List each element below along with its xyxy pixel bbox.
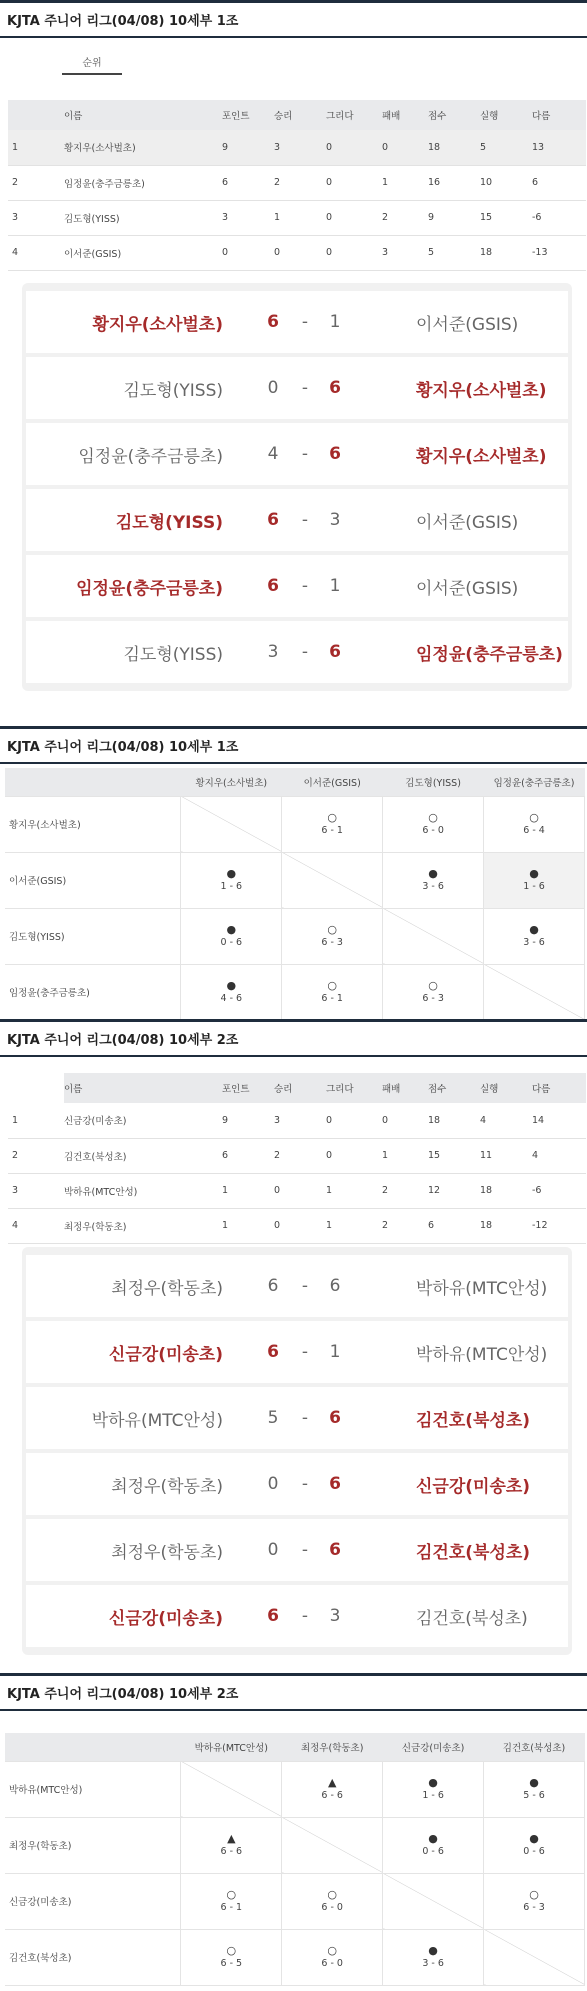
matrix-score: 3 - 6 [422,1957,444,1969]
matrix-row [5,852,585,908]
matrix-row-label: 박하유(MTC안성) [5,1761,181,1817]
matrix-column-header: 황지우(소사벌초) [181,768,282,796]
rank-cell: 1 [8,130,64,165]
column-header: 점수 [428,100,480,130]
table-row [8,235,586,270]
right-player: 박하유(MTC안성) [416,1278,548,1299]
section-title-group2-standings: KJTA 주니어 리그(04/08) 10세부 2조 [0,1019,587,1057]
left-score: 6 [267,1342,279,1362]
matrix-result-cell [383,1929,484,1985]
stat-cell: 4 [532,1138,586,1173]
score-dash: - [301,576,309,596]
matrix-score: 6 - 0 [321,1901,343,1913]
stat-cell: 0 [274,1173,326,1208]
right-player: 김건호(북성초) [416,1410,531,1431]
stat-cell: 18 [428,1103,480,1138]
group2-standings-table [8,1073,586,1244]
matrix-result-cell [484,796,585,852]
match-row [26,1519,568,1581]
matrix-column-header: 임정윤(충주금릉초) [484,768,585,796]
loss-dot-icon: ● [529,922,539,936]
table-row [8,130,586,165]
matrix-score: 4 - 6 [220,992,243,1004]
loss-dot-icon: ● [428,1943,438,1957]
stat-cell: 0 [222,235,274,270]
matrix-result-cell [181,852,282,908]
left-score: 6 [267,1276,279,1296]
left-player: 황지우(소사벌초) [92,314,223,335]
matrix-result-cell [181,964,282,1020]
match-row [26,1453,568,1515]
matrix-result-cell [282,1761,383,1817]
table-row [8,1138,586,1173]
match-row [26,357,568,419]
stat-cell: 3 [382,235,428,270]
right-player: 신금강(미송초) [416,1476,531,1497]
matrix-diagonal-cell [181,796,282,852]
section-title-group2-matrix: KJTA 주니어 리그(04/08) 10세부 2조 [0,1673,587,1711]
group1-head-to-head-matrix [5,768,585,1021]
win-circle-icon: ○ [428,810,438,824]
right-score: 6 [329,378,341,398]
stat-cell: 9 [222,130,274,165]
left-score: 0 [267,378,279,398]
matrix-result-cell [484,1873,585,1929]
stat-cell: 11 [480,1138,532,1173]
stat-cell: 18 [480,1173,532,1208]
column-header: 그리다 [326,1073,382,1103]
column-header: 다름 [532,100,586,130]
stat-cell: 4 [480,1103,532,1138]
stat-cell: 6 [222,165,274,200]
table-row [8,165,586,200]
matrix-score: 6 - 3 [321,936,343,948]
left-player: 임정윤(충주금릉초) [78,446,223,467]
matrix-result-cell [181,1929,282,1985]
left-player: 최정우(학동초) [111,1542,223,1563]
left-score: 5 [267,1408,279,1428]
matrix-diagonal-cell [484,1929,585,1985]
stat-cell: 5 [480,130,532,165]
score-dash: - [301,444,309,464]
loss-dot-icon: ● [529,1831,539,1845]
group2-match-results [22,1247,572,1655]
matrix-result-cell [484,852,585,908]
matrix-header-row [5,768,585,796]
matrix-result-cell [484,1761,585,1817]
standings-header-row [8,1073,586,1103]
matrix-row-label: 임정윤(충주금릉초) [5,964,181,1020]
right-player: 이서준(GSIS) [416,512,519,533]
win-circle-icon: ○ [327,922,337,936]
matrix-score: 5 - 6 [523,1789,545,1801]
matrix-row [5,1929,585,1985]
group2-head-to-head-matrix [5,1733,585,1986]
win-circle-icon: ○ [529,810,539,824]
stat-cell: 0 [326,1138,382,1173]
stat-cell: 16 [428,165,480,200]
right-score: 6 [329,642,341,662]
matrix-column-header: 김건호(북성초) [484,1733,585,1761]
win-circle-icon: ○ [428,978,438,992]
loss-dot-icon: ● [428,1775,438,1789]
left-player: 김도형(YISS) [123,380,223,401]
rank-cell: 2 [8,165,64,200]
table-row [8,1103,586,1138]
match-row [26,489,568,551]
matrix-diagonal-cell [181,1761,282,1817]
rank-cell: 1 [8,1103,64,1138]
loss-dot-icon: ● [428,866,438,880]
stat-cell: 2 [274,1138,326,1173]
stat-cell: 1 [326,1173,382,1208]
left-score: 6 [267,312,279,332]
rank-cell: 3 [8,1173,64,1208]
stat-cell: -13 [532,235,586,270]
matrix-diagonal-cell [282,1817,383,1873]
matrix-score: 6 - 1 [321,992,343,1004]
stat-cell: 1 [326,1208,382,1243]
stat-cell: 12 [428,1173,480,1208]
matrix-score: 6 - 1 [220,1901,243,1913]
loss-dot-icon: ● [226,866,237,880]
matrix-result-cell [383,1761,484,1817]
stat-cell: 2 [382,1208,428,1243]
matrix-result-cell [282,908,383,964]
matrix-column-header: 이서준(GSIS) [282,768,383,796]
score-dash: - [301,1408,309,1428]
matrix-score: 6 - 3 [523,1901,545,1913]
stat-cell: 15 [428,1138,480,1173]
right-score: 6 [329,1540,341,1560]
loss-dot-icon: ● [529,866,539,880]
match-row [26,1585,568,1647]
rank-cell: 2 [8,1138,64,1173]
stat-cell: 0 [326,235,382,270]
stat-cell: 0 [382,1103,428,1138]
stat-cell: 14 [532,1103,586,1138]
right-player: 김건호(북성초) [416,1608,528,1629]
stat-cell: 9 [222,1103,274,1138]
matrix-score: 3 - 6 [523,936,545,948]
draw-triangle-icon: ▲ [327,1775,337,1789]
player-name-cell: 최정우(학동초) [64,1208,222,1243]
loss-dot-icon: ● [226,922,237,936]
matrix-result-cell [282,1873,383,1929]
group1-standings-table [8,100,586,271]
group1-match-results [22,283,572,691]
matrix-score: 6 - 6 [220,1845,243,1857]
matrix-score: 6 - 0 [321,1957,343,1969]
right-player: 이서준(GSIS) [416,314,519,335]
column-header: 패배 [382,1073,428,1103]
win-circle-icon: ○ [327,810,337,824]
matrix-score: 6 - 0 [422,824,444,836]
left-score: 6 [267,1606,279,1626]
left-score: 0 [267,1540,279,1560]
left-player: 신금강(미송초) [108,1344,223,1365]
match-row [26,1321,568,1383]
matrix-score: 6 - 1 [321,824,343,836]
right-score: 3 [329,510,341,530]
left-score: 0 [267,1474,279,1494]
right-player: 임정윤(충주금릉초) [416,644,563,665]
left-score: 4 [267,444,279,464]
stat-cell: 0 [326,130,382,165]
left-player: 박하유(MTC안성) [91,1410,223,1431]
win-circle-icon: ○ [529,1887,539,1901]
stat-cell: 15 [480,200,532,235]
loss-dot-icon: ● [428,1831,438,1845]
right-score: 6 [329,1276,341,1296]
matrix-row [5,796,585,852]
column-header: 포인트 [222,1073,274,1103]
player-name-cell: 김건호(북성초) [64,1138,222,1173]
left-player: 최정우(학동초) [111,1476,223,1497]
stat-cell: 18 [428,130,480,165]
score-dash: - [301,642,309,662]
matrix-score: 3 - 6 [422,880,444,892]
score-dash: - [301,378,309,398]
right-score: 3 [329,1606,341,1626]
player-name-cell: 임정윤(충주금릉초) [64,165,222,200]
matrix-row [5,1873,585,1929]
rank-cell: 4 [8,235,64,270]
right-score: 6 [329,1474,341,1494]
section-title-group1-matrix: KJTA 주니어 리그(04/08) 10세부 1조 [0,726,587,764]
stat-cell: 3 [274,1103,326,1138]
matrix-row-label: 이서준(GSIS) [5,852,181,908]
match-row [26,1255,568,1317]
right-score: 6 [329,1408,341,1428]
right-player: 김건호(북성초) [416,1542,531,1563]
header-rank-blank [8,1073,64,1103]
matrix-result-cell [383,964,484,1020]
match-row [26,291,568,353]
matrix-row-label: 최정우(학동초) [5,1817,181,1873]
column-header: 점수 [428,1073,480,1103]
left-score: 3 [267,642,279,662]
column-header: 승리 [274,1073,326,1103]
right-player: 박하유(MTC안성) [416,1344,548,1365]
stat-cell: -12 [532,1208,586,1243]
matrix-corner [5,1733,181,1761]
stat-cell: -6 [532,1173,586,1208]
column-header: 포인트 [222,100,274,130]
player-name-cell: 황지우(소사벌초) [64,130,222,165]
stat-cell: 9 [428,200,480,235]
stat-cell: 0 [274,1208,326,1243]
score-dash: - [301,1342,309,1362]
score-dash: - [301,1606,309,1626]
left-score: 6 [267,576,279,596]
matrix-header-row [5,1733,585,1761]
win-circle-icon: ○ [327,978,337,992]
matrix-result-cell [282,964,383,1020]
matrix-result-cell [383,796,484,852]
win-circle-icon: ○ [226,1943,237,1957]
matrix-score: 1 - 6 [523,880,545,892]
left-player: 신금강(미송초) [108,1608,223,1629]
player-name-cell: 김도형(YISS) [64,200,222,235]
column-header: 승리 [274,100,326,130]
left-player: 김도형(YISS) [123,644,223,665]
right-player: 황지우(소사벌초) [416,380,547,401]
draw-triangle-icon: ▲ [227,1831,236,1845]
matrix-column-header: 김도형(YISS) [383,768,484,796]
player-name-cell: 이서준(GSIS) [64,235,222,270]
player-name-cell: 신금강(미송초) [64,1103,222,1138]
column-header: 실행 [480,100,532,130]
stat-cell: 3 [274,130,326,165]
stat-cell: 5 [428,235,480,270]
matrix-row [5,1761,585,1817]
stat-cell: 6 [428,1208,480,1243]
matrix-row [5,964,585,1020]
column-header: 이름 [64,1073,222,1103]
matrix-result-cell [484,908,585,964]
stat-cell: 1 [222,1173,274,1208]
matrix-row-label: 김도형(YISS) [5,908,181,964]
stat-cell: 3 [222,200,274,235]
matrix-column-header: 박하유(MTC안성) [181,1733,282,1761]
matrix-diagonal-cell [383,1873,484,1929]
matrix-row-label: 황지우(소사벌초) [5,796,181,852]
matrix-score: 1 - 6 [220,880,243,892]
score-dash: - [301,510,309,530]
table-row [8,1173,586,1208]
matrix-column-header: 최정우(학동초) [282,1733,383,1761]
column-header: 다름 [532,1073,586,1103]
loss-dot-icon: ● [226,978,237,992]
win-circle-icon: ○ [327,1943,337,1957]
matrix-row [5,1817,585,1873]
matrix-corner [5,768,181,796]
left-player: 임정윤(충주금릉초) [76,578,223,599]
right-player: 이서준(GSIS) [416,578,519,599]
left-score: 6 [267,510,279,530]
table-row [8,1208,586,1243]
matrix-score: 0 - 6 [220,936,243,948]
stat-cell: 1 [382,165,428,200]
matrix-result-cell [383,1817,484,1873]
win-circle-icon: ○ [327,1887,337,1901]
stat-cell: 0 [382,130,428,165]
matrix-row-label: 김건호(북성초) [5,1929,181,1985]
right-score: 6 [329,444,341,464]
stat-cell: 0 [326,200,382,235]
matrix-result-cell [282,796,383,852]
right-score: 1 [329,312,341,332]
section-title-group1-standings: KJTA 주니어 리그(04/08) 10세부 1조 [0,0,587,38]
matrix-result-cell [181,1873,282,1929]
left-player: 최정우(학동초) [111,1278,223,1299]
left-player: 김도형(YISS) [115,512,223,533]
matrix-diagonal-cell [282,852,383,908]
stat-cell: 2 [382,200,428,235]
matrix-score: 1 - 6 [422,1789,444,1801]
column-header: 그리다 [326,100,382,130]
stat-cell: 18 [480,235,532,270]
header-rank-blank [8,100,64,130]
table-row [8,200,586,235]
matrix-result-cell [181,908,282,964]
match-row [26,555,568,617]
stat-cell: 10 [480,165,532,200]
matrix-row-label: 신금강(미송초) [5,1873,181,1929]
stat-cell: 1 [382,1138,428,1173]
tab-ranking[interactable]: 순위 [62,55,122,75]
matrix-diagonal-cell [484,964,585,1020]
score-dash: - [301,1540,309,1560]
score-dash: - [301,1276,309,1296]
rank-cell: 3 [8,200,64,235]
win-circle-icon: ○ [226,1887,237,1901]
stat-cell: 18 [480,1208,532,1243]
score-dash: - [301,1474,309,1494]
stat-cell: 6 [222,1138,274,1173]
matrix-result-cell [383,852,484,908]
right-score: 1 [329,576,341,596]
match-row [26,621,568,683]
loss-dot-icon: ● [529,1775,539,1789]
stat-cell: 2 [274,165,326,200]
stat-cell: 6 [532,165,586,200]
matrix-score: 0 - 6 [422,1845,444,1857]
player-name-cell: 박하유(MTC안성) [64,1173,222,1208]
matrix-score: 6 - 5 [220,1957,243,1969]
matrix-score: 0 - 6 [523,1845,545,1857]
stat-cell: 0 [274,235,326,270]
stat-cell: 0 [326,1103,382,1138]
matrix-row [5,908,585,964]
right-score: 1 [329,1342,341,1362]
stat-cell: -6 [532,200,586,235]
matrix-score: 6 - 3 [422,992,444,1004]
matrix-score: 6 - 6 [321,1789,343,1801]
standings-header-row [8,100,586,130]
right-player: 황지우(소사벌초) [416,446,547,467]
match-row [26,1387,568,1449]
matrix-result-cell [282,1929,383,1985]
matrix-result-cell [181,1817,282,1873]
matrix-column-header: 신금강(미송초) [383,1733,484,1761]
tab-bar [62,55,122,77]
rank-cell: 4 [8,1208,64,1243]
stat-cell: 2 [382,1173,428,1208]
stat-cell: 13 [532,130,586,165]
stat-cell: 1 [222,1208,274,1243]
match-row [26,423,568,485]
score-dash: - [301,312,309,332]
matrix-score: 6 - 4 [523,824,545,836]
stat-cell: 0 [326,165,382,200]
column-header: 실행 [480,1073,532,1103]
column-header: 패배 [382,100,428,130]
column-header: 이름 [64,100,222,130]
matrix-diagonal-cell [383,908,484,964]
matrix-result-cell [484,1817,585,1873]
stat-cell: 1 [274,200,326,235]
